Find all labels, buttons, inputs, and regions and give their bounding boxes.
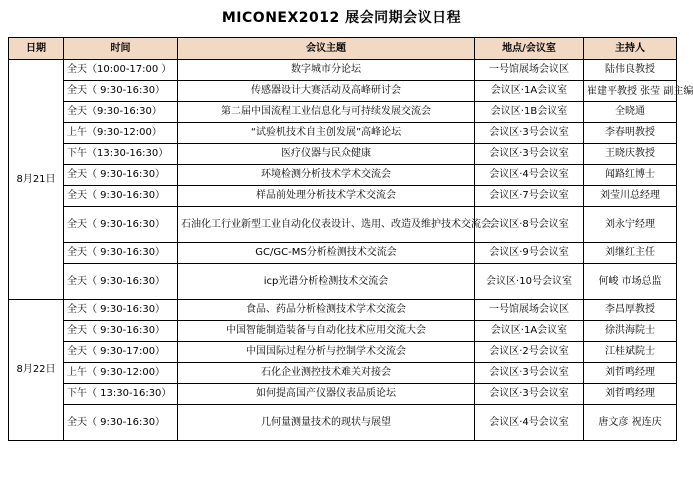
table-row — [9, 207, 677, 243]
topic-cell: 第二届中国流程工业信息化与可持续发展交流会 — [178, 102, 475, 123]
table-row — [9, 186, 677, 207]
host-cell: 刘哲鸣经理 — [584, 384, 677, 405]
venue-cell: 会议区·9号会议室 — [475, 243, 584, 264]
host-cell: 徐洪海院士 — [584, 321, 677, 342]
time-cell: 下午（ 13:30-16:30） — [64, 384, 178, 405]
table-row — [9, 60, 677, 81]
table-row — [9, 165, 677, 186]
topic-cell: 如何提高国产仪器仪表品质论坛 — [178, 384, 475, 405]
host-cell: 刘继红主任 — [584, 243, 677, 264]
table-row — [9, 405, 677, 441]
time-cell: 下午（13:30-16:30） — [64, 144, 178, 165]
venue-cell: 会议区·1B会议室 — [475, 102, 584, 123]
host-cell: 李春明教授 — [584, 123, 677, 144]
time-cell: 全天（ 9:30-16:30） — [64, 207, 178, 243]
page-title: MICONEX2012 展会同期会议日程 — [221, 10, 462, 26]
topic-cell: icp光谱分析检测技术交流会 — [178, 264, 475, 300]
venue-cell: 会议区·3号会议室 — [475, 123, 584, 144]
time-cell: 全天（ 9:30-17:00） — [64, 342, 178, 363]
topic-cell: “试验机技术自主创发展”高峰论坛 — [178, 123, 475, 144]
host-cell: 陆伟良教授 — [584, 60, 677, 81]
time-cell: 全天（ 9:30-16:30） — [64, 81, 178, 102]
host-cell: 何峻 市场总监 — [584, 264, 677, 300]
table-row — [9, 144, 677, 165]
venue-cell: 一号馆展场会议区 — [475, 300, 584, 321]
topic-cell: 环境检测分析技术学术交流会 — [178, 165, 475, 186]
time-cell: 全天（ 9:30-16:30） — [64, 264, 178, 300]
venue-cell: 会议区·10号会议室 — [475, 264, 584, 300]
venue-cell: 会议区·3号会议室 — [475, 144, 584, 165]
header-host: 主持人 — [584, 38, 677, 60]
venue-cell: 会议区·3号会议室 — [475, 363, 584, 384]
time-cell: 全天（ 9:30-16:30） — [64, 186, 178, 207]
topic-cell: 数字城市分论坛 — [178, 60, 475, 81]
topic-cell: 石化企业测控技术难关对接会 — [178, 363, 475, 384]
table-row — [9, 264, 677, 300]
time-cell: 全天（ 9:30-16:30） — [64, 321, 178, 342]
topic-cell: GC/GC-MS分析检测技术交流会 — [178, 243, 475, 264]
table-row — [9, 300, 677, 321]
venue-cell: 会议区·4号会议室 — [475, 405, 584, 441]
host-cell: 江桂斌院士 — [584, 342, 677, 363]
venue-cell: 会议区·4号会议室 — [475, 165, 584, 186]
host-cell: 王晓庆教授 — [584, 144, 677, 165]
time-cell: 上午（ 9:30-12:00） — [64, 363, 178, 384]
host-cell: 刘莹川总经理 — [584, 186, 677, 207]
topic-cell: 中国智能制造装备与自动化技术应用交流大会 — [178, 321, 475, 342]
venue-cell: 会议区·3号会议室 — [475, 384, 584, 405]
header-venue: 地点/会议室 — [475, 38, 584, 60]
host-cell: 全晓通 — [584, 102, 677, 123]
time-cell: 上午（9:30-12:00） — [64, 123, 178, 144]
topic-cell: 中国国际过程分析与控制学术交流会 — [178, 342, 475, 363]
venue-cell: 一号馆展场会议区 — [475, 60, 584, 81]
time-cell: 全天（10:00-17:00 ） — [64, 60, 178, 81]
time-cell: 全天（9:30-16:30） — [64, 102, 178, 123]
time-cell: 全天（ 9:30-16:30） — [64, 165, 178, 186]
host-cell: 唐文彦 祝连庆 — [584, 405, 677, 441]
header-row — [9, 38, 677, 60]
topic-cell: 几何量测量技术的现状与展望 — [178, 405, 475, 441]
date-cell: 8月22日 — [9, 300, 64, 441]
venue-cell: 会议区·1A会议室 — [475, 321, 584, 342]
table-row — [9, 81, 677, 102]
venue-cell: 会议区·7号会议室 — [475, 186, 584, 207]
topic-cell: 传感器设计大赛活动及高峰研讨会 — [178, 81, 475, 102]
table-row — [9, 342, 677, 363]
venue-cell: 会议区·8号会议室 — [475, 207, 584, 243]
header-time: 时间 — [64, 38, 178, 60]
date-cell: 8月21日 — [9, 60, 64, 300]
table-row — [9, 102, 677, 123]
host-cell: 刘永宁经理 — [584, 207, 677, 243]
header-date: 日期 — [9, 38, 64, 60]
header-topic: 会议主题 — [178, 38, 475, 60]
topic-cell: 样品前处理分析技术学术交流会 — [178, 186, 475, 207]
topic-cell: 食品、药品分析检测技术学术交流会 — [178, 300, 475, 321]
table-row — [9, 123, 677, 144]
time-cell: 全天（ 9:30-16:30） — [64, 243, 178, 264]
schedule-table — [8, 37, 693, 441]
topic-cell: 医疗仪器与民众健康 — [178, 144, 475, 165]
topic-cell: 石油化工行业新型工业自动化仪表设计、选用、改造及维护技术交流会 — [178, 207, 475, 243]
venue-cell: 会议区·2号会议室 — [475, 342, 584, 363]
time-cell: 全天（ 9:30-16:30） — [64, 300, 178, 321]
table-row — [9, 321, 677, 342]
table-row — [9, 243, 677, 264]
table-row — [9, 363, 677, 384]
host-cell: 李昌厚教授 — [584, 300, 677, 321]
time-cell: 全天（ 9:30-16:30） — [64, 405, 178, 441]
host-cell: 崔建平教授 张莹 副主编 — [584, 81, 677, 102]
table-row — [9, 384, 677, 405]
venue-cell: 会议区·1A会议室 — [475, 81, 584, 102]
host-cell: 闻路红博士 — [584, 165, 677, 186]
host-cell: 刘哲鸣经理 — [584, 363, 677, 384]
